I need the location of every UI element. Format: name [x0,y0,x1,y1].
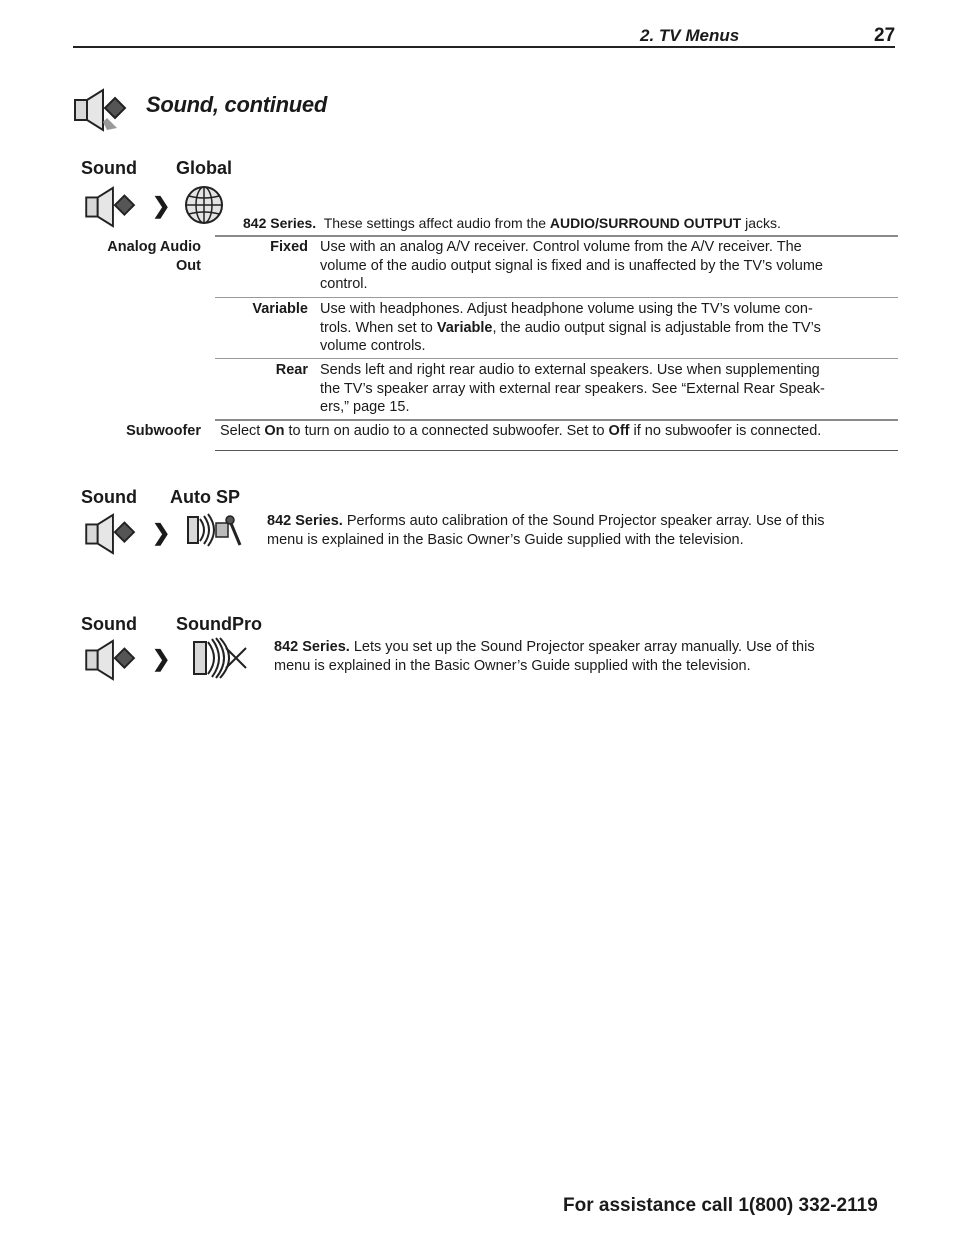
page-number: 27 [874,25,896,46]
global-intro [243,214,781,232]
table-rule [215,235,898,237]
speaker-icon [83,639,141,681]
series-label: 842 Series. [267,513,343,529]
section-header: 2. TV Menus [640,26,740,45]
option-variable-label: Variable [252,301,308,317]
desc-text: Performs auto calibration of the Sound Projector speaker array. Use of this [342,513,825,529]
desc-bold-term: Variable [436,319,493,336]
intro-jack-name: AUDIO/SURROUND OUTPUT [549,215,742,231]
desc-line [320,319,888,338]
table-rule [215,419,898,421]
menu-parent-label: Sound [81,487,137,507]
intro-text: These settings affect audio from the [323,215,550,231]
header-rule [73,46,895,48]
row-divider [215,297,898,298]
desc-text: Lets you set up the Sound Projector speaker array manually. Use of this [349,639,815,655]
series-label: 842 Series. [274,639,350,655]
series-label: 842 Series. [243,215,317,231]
menu-parent-label: Sound [81,614,137,634]
desc-line: volume controls. [320,338,426,354]
speaker-icon [83,513,141,555]
option-fixed-description [320,238,888,294]
chevron-right-icon: ❯ [152,646,171,671]
desc-line: control. [320,276,368,292]
category-label-line: Analog Audio [107,239,201,255]
desc-line [267,512,895,531]
desc-line: menu is explained in the Basic Owner’s Guide supplied with the television. [267,531,744,548]
desc-bold-term: Off [608,423,630,439]
option-rear-description [320,361,888,417]
globe-icon [183,184,225,226]
option-rear-label: Rear [275,362,308,378]
menu-child-label: SoundPro [176,614,262,634]
table-bottom-rule [215,450,898,451]
desc-line [274,638,895,657]
menu-parent-label: Sound [81,158,137,178]
desc-text: trols. When set to [320,319,437,336]
option-variable-description [320,300,888,356]
category-analog-audio-out [80,238,201,276]
autosp-description [267,512,895,549]
desc-line: volume of the audio output signal is fixed and is unaffected by the TV’s volume [320,257,823,274]
desc-line: the TV’s speaker array with external rear speakers. See “External Rear Speak- [320,380,825,397]
category-label-line: Out [176,258,201,274]
subwoofer-description [220,422,898,441]
desc-text: if no subwoofer is connected. [629,423,822,439]
chevron-right-icon: ❯ [152,193,171,218]
chevron-right-icon: ❯ [152,520,171,545]
desc-line: ers,” page 15. [320,399,410,415]
speaker-icon [73,88,131,132]
sound-projector-icon [192,636,250,680]
desc-line: Sends left and right rear audio to external speakers. Use when supplementing [320,362,820,378]
desc-bold-term: On [264,423,285,439]
menu-child-label: Global [176,158,233,178]
desc-line: menu is explained in the Basic Owner’s Guide supplied with the television. [274,657,751,674]
option-fixed-label: Fixed [270,239,308,255]
speaker-icon [83,186,141,228]
assistance-footer: For assistance call 1(800) 332-2119 [563,1195,878,1216]
desc-line: Use with an analog A/V receiver. Control volume from the A/V receiver. The [320,239,802,255]
desc-line: Use with headphones. Adjust headphone volume using the TV’s volume con- [320,301,813,317]
soundpro-description [274,638,895,675]
desc-text: , the audio output signal is adjustable from the TV’s [492,319,821,336]
category-subwoofer: Subwoofer [126,423,201,439]
desc-text: Select [220,423,265,439]
page-title: Sound, continued [146,92,327,117]
row-divider [215,358,898,359]
desc-text: to turn on audio to a connected subwoofer. Set to [284,423,609,439]
intro-text-end: jacks. [741,215,781,231]
auto-sp-icon [186,511,244,549]
menu-child-label: Auto SP [170,487,240,507]
